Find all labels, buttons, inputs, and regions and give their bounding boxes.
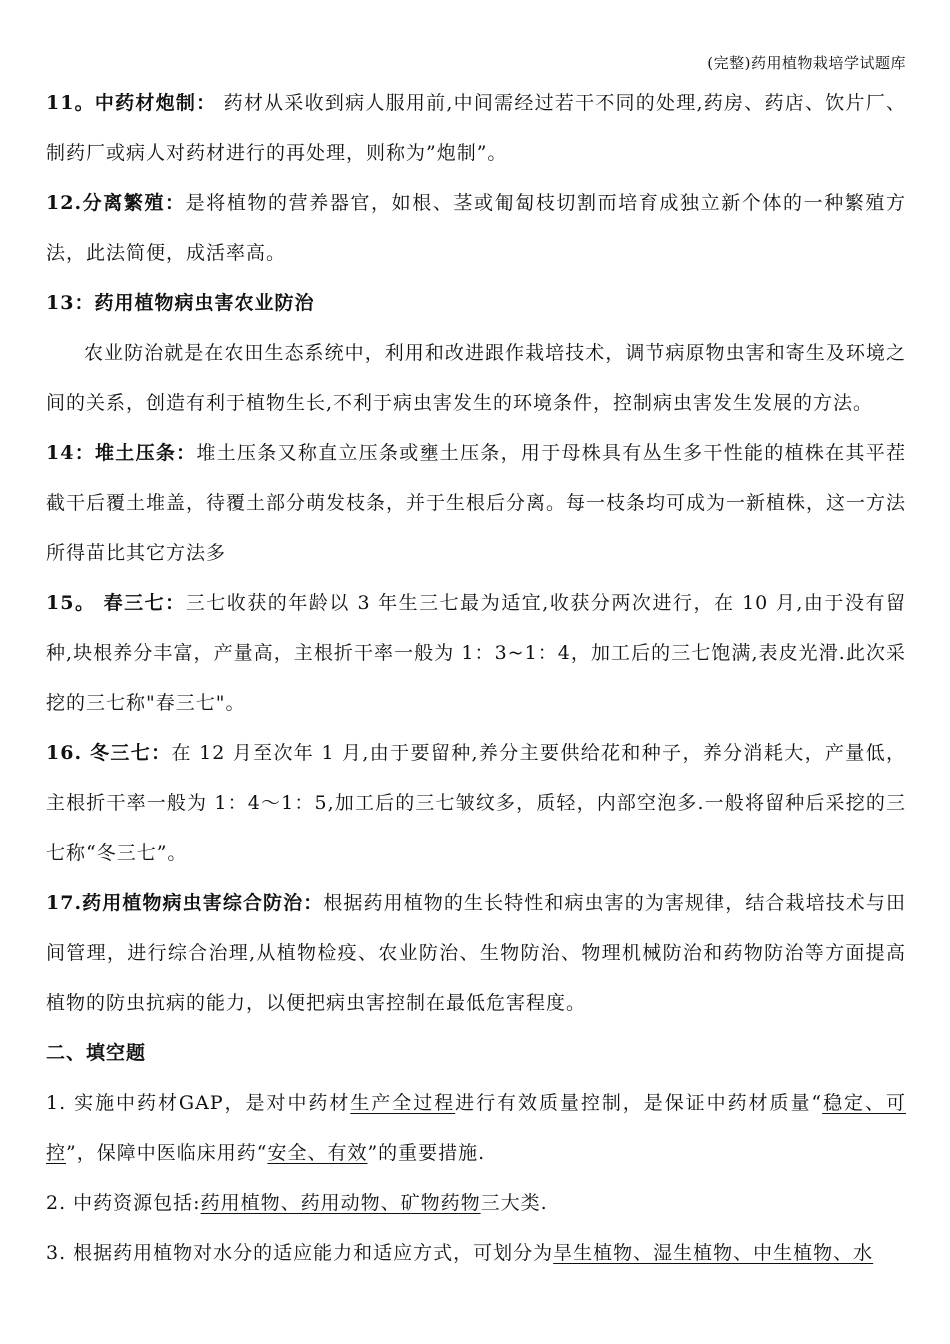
fill-blank-question-1 xyxy=(46,1078,906,1178)
answer-blank: 旱生植物、湿生植物、中生植物、水 xyxy=(553,1242,874,1264)
term-label: 13：药用植物病虫害农业防治 xyxy=(46,292,315,314)
term-label: 15。 春三七： xyxy=(46,592,186,614)
question-text: ”，保障中医临床用药“ xyxy=(66,1142,268,1164)
definition-16 xyxy=(46,728,906,878)
definition-13-heading xyxy=(46,278,906,328)
answer-blank: 稳定、可控 xyxy=(46,1092,906,1164)
question-text: ”的重要措施. xyxy=(367,1142,486,1164)
question-text: 三大类. xyxy=(480,1192,548,1214)
definition-text: 三七收获的年龄以 3 年生三七最为适宜,收获分两次进行，在 10 月,由于没有留种,块根养分丰富，产量高，主根折干率一般为 1：3~1：4，加工后的三七饱满,表皮光滑.此次采挖的三七称"春三七"。 xyxy=(46,592,906,714)
term-label: 11。中药材炮制： xyxy=(46,92,217,114)
document-body xyxy=(46,78,906,1278)
definition-11 xyxy=(46,78,906,178)
question-text: 3. 根据药用植物对水分的适应能力和适应方式，可划分为 xyxy=(46,1242,554,1264)
definition-12 xyxy=(46,178,906,278)
definition-text: 是将植物的营养器官，如根、茎或匍匐枝切割而培育成独立新个体的一种繁殖方法，此法简便，成活率高。 xyxy=(46,192,906,264)
answer-blank: 安全、有效 xyxy=(267,1142,368,1164)
definition-13-text xyxy=(46,328,906,428)
question-text: 进行有效质量控制，是保证中药材质量“ xyxy=(455,1092,823,1114)
fill-blank-question-3 xyxy=(46,1228,906,1278)
definition-14 xyxy=(46,428,906,578)
term-label: 16. 冬三七： xyxy=(46,742,172,764)
page-header: (完整)药用植物栽培学试题库 xyxy=(707,54,906,72)
definition-text: 在 12 月至次年 1 月,由于要留种,养分主要供给花和种子，养分消耗大，产量低，主根折干率一般为 1：4～1：5,加工后的三七皱纹多，质轻，内部空泡多.一般将留种后采挖的三七称“冬三七”。 xyxy=(46,742,906,864)
answer-blank: 药用植物、药用动物、矿物药物 xyxy=(200,1192,481,1214)
term-label: 17.药用植物病虫害综合防治： xyxy=(46,892,324,914)
question-text: 1. 实施中药材GAP，是对中药材 xyxy=(46,1092,351,1114)
definition-text: 农业防治就是在农田生态系统中，利用和改进跟作栽培技术，调节病原物虫害和寄生及环境之间的关系，创造有利于植物生长,不利于病虫害发生的环境条件，控制病虫害发生发展的方法。 xyxy=(46,342,906,414)
term-label: 14：堆土压条： xyxy=(46,442,197,464)
definition-text: 根据药用植物的生长特性和病虫害的为害规律，结合栽培技术与田间管理，进行综合治理,从植物检疫、农业防治、生物防治、物理机械防治和药物防治等方面提高植物的防虫抗病的能力，以便把病虫害控制在最低危害程度。 xyxy=(46,892,906,1014)
definition-17 xyxy=(46,878,906,1028)
question-text: 2. 中药资源包括: xyxy=(46,1192,201,1214)
section-title: 二、填空题 xyxy=(46,1042,147,1064)
definition-15 xyxy=(46,578,906,728)
term-label: 12.分离繁殖： xyxy=(46,192,186,214)
fill-blank-question-2 xyxy=(46,1178,906,1228)
definition-text: 堆土压条又称直立压条或壅土压条，用于母株具有丛生多干性能的植株在其平茬截干后覆土堆盖，待覆土部分萌发枝条，并于生根后分离。每一枝条均可成为一新植株，这一方法所得苗比其它方法多 xyxy=(46,442,907,564)
definition-text: 药材从采收到病人服用前,中间需经过若干不同的处理,药房、药店、饮片厂、制药厂或病人对药材进行的再处理，则称为”炮制”。 xyxy=(46,92,906,164)
answer-blank: 生产全过程 xyxy=(350,1092,456,1114)
